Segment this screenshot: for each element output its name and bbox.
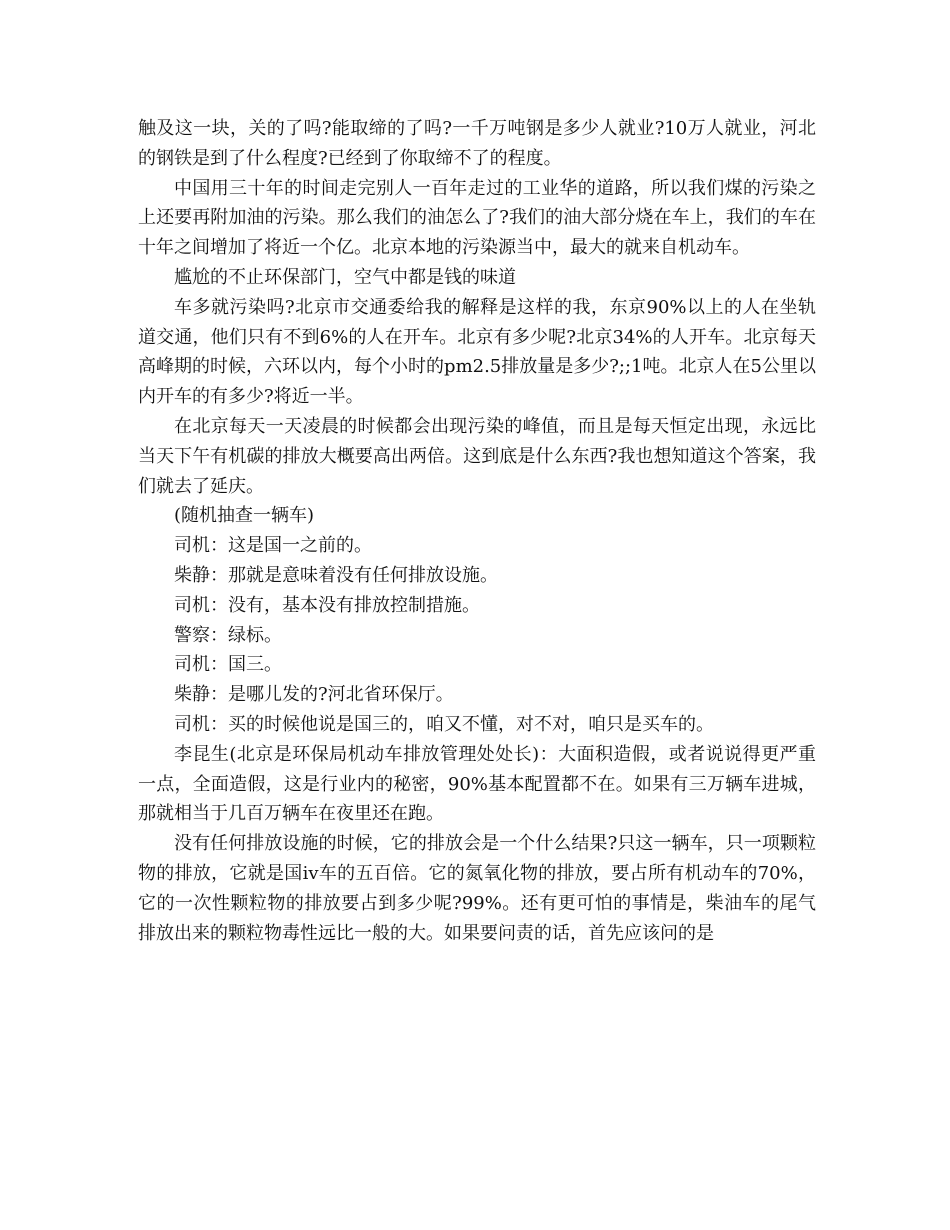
paragraph: 触及这一块，关的了吗?能取缔的了吗?一千万吨钢是多少人就业?10万人就业，河北的钢铁是到了什么程度?已经到了你取缔不了的程度。 xyxy=(138,118,816,169)
dialogue-line: 柴静：是哪儿发的?河北省环保厅。 xyxy=(174,684,454,706)
paragraph: 车多就污染吗?北京市交通委给我的解释是这样的我，东京90%以上的人在坐轨道交通，他们只有不到6%的人在开车。北京有多少呢?北京34%的人开车。北京每天高峰期的时候，六环以内，每个小时的pm2.5排放量是多少?;;1吨。北京人在5公里以内开车的有多少?将近一半。 xyxy=(138,296,816,408)
dialogue-line: 司机：国三。 xyxy=(174,654,282,676)
dialogue-line: 司机：这是国一之前的。 xyxy=(174,535,372,557)
paragraph: 中国用三十年的时间走完别人一百年走过的工业华的道路，所以我们煤的污染之上还要再附加油的污染。那么我们的油怎么了?我们的油大部分烧在车上，我们的车在十年之间增加了将近一个亿。北京本地的污染源当中，最大的就来自机动车。 xyxy=(138,177,816,259)
dialogue-line: 司机：没有，基本没有排放控制措施。 xyxy=(174,594,480,616)
paragraph: 在北京每天一天凌晨的时候都会出现污染的峰值，而且是每天恒定出现，永远比当天下午有机碳的排放大概要高出两倍。这到底是什么东西?我也想知道这个答案，我们就去了延庆。 xyxy=(138,415,816,497)
section-heading: 尴尬的不止环保部门，空气中都是钱的味道 xyxy=(174,266,516,288)
paragraph: 没有任何排放设施的时候，它的排放会是一个什么结果?只这一辆车，只一项颗粒物的排放，它就是国iv车的五百倍。它的氮氧化物的排放，要占所有机动车的70%，它的一次性颗粒物的排放要占到多少呢?99%。还有更可怕的事情是，柴油车的尾气排放出来的颗粒物毒性远比一般的大。如果要问责的话，首先应该问的是 xyxy=(138,833,816,944)
dialogue-line: 警察：绿标。 xyxy=(174,624,282,646)
dialogue-line: 柴静：那就是意味着没有任何排放设施。 xyxy=(174,564,498,586)
dialogue-line: 司机：买的时候他说是国三的，咱又不懂，对不对，咱只是买车的。 xyxy=(174,713,714,735)
paragraph: 李昆生(北京是环保局机动车排放管理处处长)：大面积造假，或者说说得更严重一点，全面造假，这是行业内的秘密，90%基本配置都不在。如果有三万辆车进城，那就相当于几百万辆车在夜里还在跑。 xyxy=(138,743,816,825)
stage-note: (随机抽查一辆车) xyxy=(174,505,315,527)
document-body xyxy=(138,114,816,948)
